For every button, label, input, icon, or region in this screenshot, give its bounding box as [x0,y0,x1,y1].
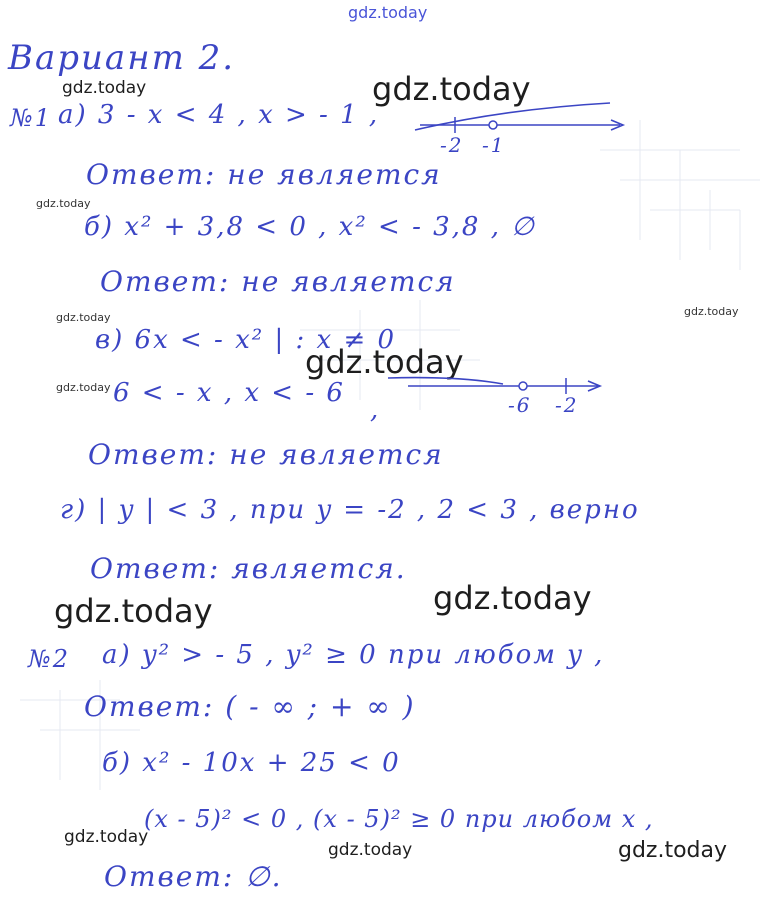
watermark: gdz.today [372,70,531,108]
watermark: gdz.today [684,305,739,318]
page-title: Вариант 2. [8,38,236,78]
watermark-top: gdz.today [348,3,428,22]
watermark: gdz.today [56,381,111,394]
problem1-v-line1: в) 6x < - x² | : x ≠ 0 [95,325,397,355]
watermark: gdz.today [62,78,147,98]
problem2-b-line1: б) x² - 10x + 25 < 0 [102,748,401,778]
problem1-number: №1 [10,104,52,132]
problem2-number: №2 [28,645,70,673]
answer-2a: Ответ: ( - ∞ ; + ∞ ) [84,690,416,723]
watermark: gdz.today [54,592,213,630]
problem1-b-line: б) x² + 3,8 < 0 , x² < - 3,8 , ∅ [84,212,536,242]
problem2-a-line: а) y² > - 5 , y² ≥ 0 при любом y , [102,640,605,670]
axis-label: -6 [508,393,532,417]
answer-1a: Ответ: не является [86,158,442,191]
watermark: gdz.today [64,827,149,847]
comma: , [370,395,381,425]
axis-label: -2 [555,393,579,417]
problem1-v-line2: 6 < - x , x < - 6 [113,378,345,408]
problem1-a-line: а) 3 - x < 4 , x > - 1 , [58,100,380,130]
watermark: gdz.today [56,311,111,324]
axis-label: -2 [440,133,464,157]
problem1-g-line: г) | y | < 3 , при y = -2 , 2 < 3 , верно [60,495,640,525]
watermark: gdz.today [618,838,728,863]
problem2-b-line2: (x - 5)² < 0 , (x - 5)² ≥ 0 при любом x , [144,805,654,833]
watermark: gdz.today [328,840,413,860]
watermark: gdz.today [36,197,91,210]
answer-1g: Ответ: является. [90,552,407,585]
answer-1v: Ответ: не является [88,438,444,471]
watermark: gdz.today [433,579,592,617]
answer-2b: Ответ: ∅. [104,860,283,893]
answer-1b: Ответ: не является [100,265,456,298]
axis-label: -1 [482,133,506,157]
watermark: gdz.today [305,343,464,381]
number-line-1v [388,368,618,408]
